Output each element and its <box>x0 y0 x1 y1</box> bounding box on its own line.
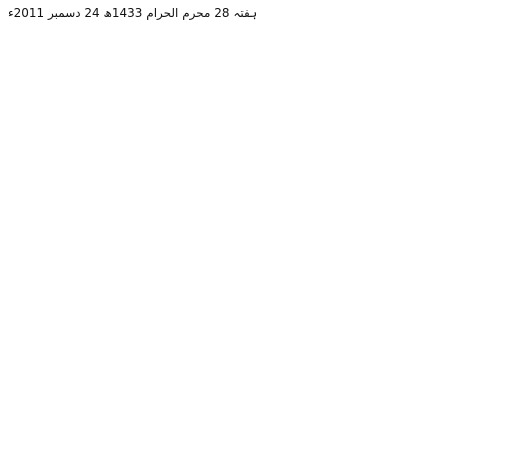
body-line <box>8 244 522 262</box>
body-line <box>8 208 522 226</box>
headline <box>70 46 480 82</box>
headline-line <box>70 46 480 64</box>
body-line <box>8 352 522 370</box>
body-line <box>8 370 522 388</box>
body-line <box>8 388 522 406</box>
body-line <box>8 118 522 136</box>
body-line <box>8 262 522 280</box>
body-line <box>8 172 522 190</box>
body-line <box>8 136 522 154</box>
body-line <box>8 190 522 208</box>
article-body <box>8 118 522 406</box>
body-line <box>8 154 522 172</box>
body-line <box>8 280 522 298</box>
body-line <box>8 334 522 352</box>
body-line <box>8 298 522 316</box>
headline-line <box>70 64 480 82</box>
dateline: ہفتہ 28 محرم الحرام 1433ھ 24 دسمبر 2011ء <box>8 6 258 20</box>
body-line <box>8 316 522 334</box>
body-line <box>8 226 522 244</box>
